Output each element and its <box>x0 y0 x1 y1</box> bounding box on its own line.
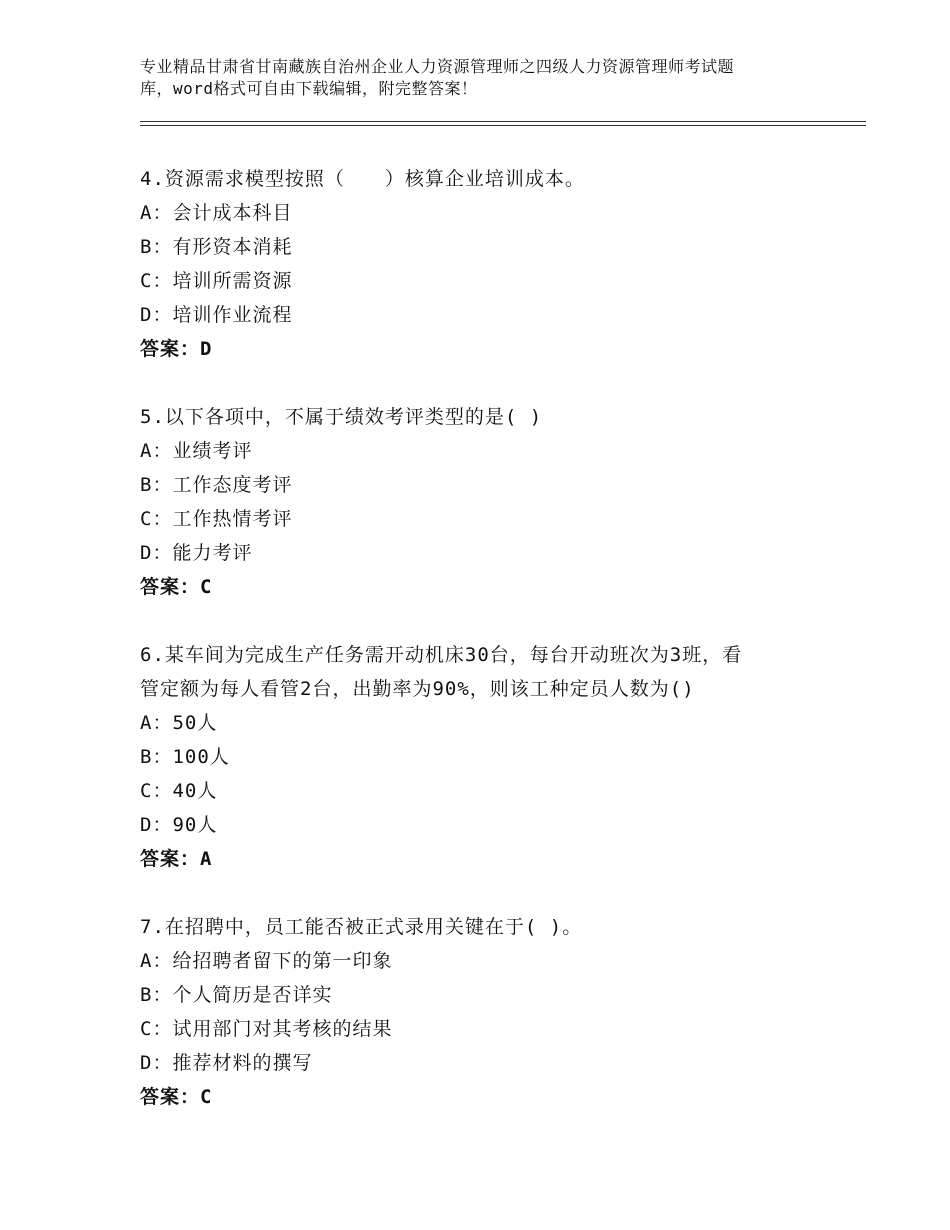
answer-label: 答案：C <box>140 1086 213 1108</box>
question-stem-line-1: 6.某车间为完成生产任务需开动机床30台，每台开动班次为3班，看 <box>140 644 743 666</box>
answer-label: 答案：D <box>140 338 213 360</box>
header-divider-top <box>140 121 866 122</box>
question-6 <box>140 638 840 876</box>
option-b: B：100人 <box>140 746 230 768</box>
option-d: D：培训作业流程 <box>140 304 293 326</box>
header-line-2: 库，word格式可自由下载编辑，附完整答案！ <box>140 79 478 98</box>
question-stem: 5.以下各项中，不属于绩效考评类型的是( ) <box>140 406 543 428</box>
question-stem: 7.在招聘中，员工能否被正式录用关键在于( )。 <box>140 916 583 938</box>
option-d: D：能力考评 <box>140 542 253 564</box>
option-d: D：90人 <box>140 814 218 836</box>
option-a: A：业绩考评 <box>140 440 253 462</box>
answer-label: 答案：A <box>140 848 213 870</box>
header-divider-bottom <box>140 125 866 126</box>
option-c: C：工作热情考评 <box>140 508 293 530</box>
question-stem-line-2: 管定额为每人看管2台，出勤率为90%，则该工种定员人数为() <box>140 678 695 700</box>
option-d: D：推荐材料的撰写 <box>140 1052 313 1074</box>
header-line-1: 专业精品甘肃省甘南藏族自治州企业人力资源管理师之四级人力资源管理师考试题 <box>140 57 735 76</box>
option-b: B：工作态度考评 <box>140 474 293 496</box>
document-header <box>140 56 830 100</box>
option-a: A：50人 <box>140 712 218 734</box>
answer-label: 答案：C <box>140 576 213 598</box>
question-list <box>140 162 840 1148</box>
option-c: C：试用部门对其考核的结果 <box>140 1018 393 1040</box>
question-7 <box>140 910 840 1114</box>
option-a: A：会计成本科目 <box>140 202 293 224</box>
option-c: C：培训所需资源 <box>140 270 293 292</box>
option-a: A：给招聘者留下的第一印象 <box>140 950 393 972</box>
question-4 <box>140 162 840 366</box>
option-b: B：有形资本消耗 <box>140 236 293 258</box>
question-stem: 4.资源需求模型按照（ ）核算企业培训成本。 <box>140 168 585 190</box>
option-b: B：个人简历是否详实 <box>140 984 333 1006</box>
question-5 <box>140 400 840 604</box>
option-c: C：40人 <box>140 780 218 802</box>
